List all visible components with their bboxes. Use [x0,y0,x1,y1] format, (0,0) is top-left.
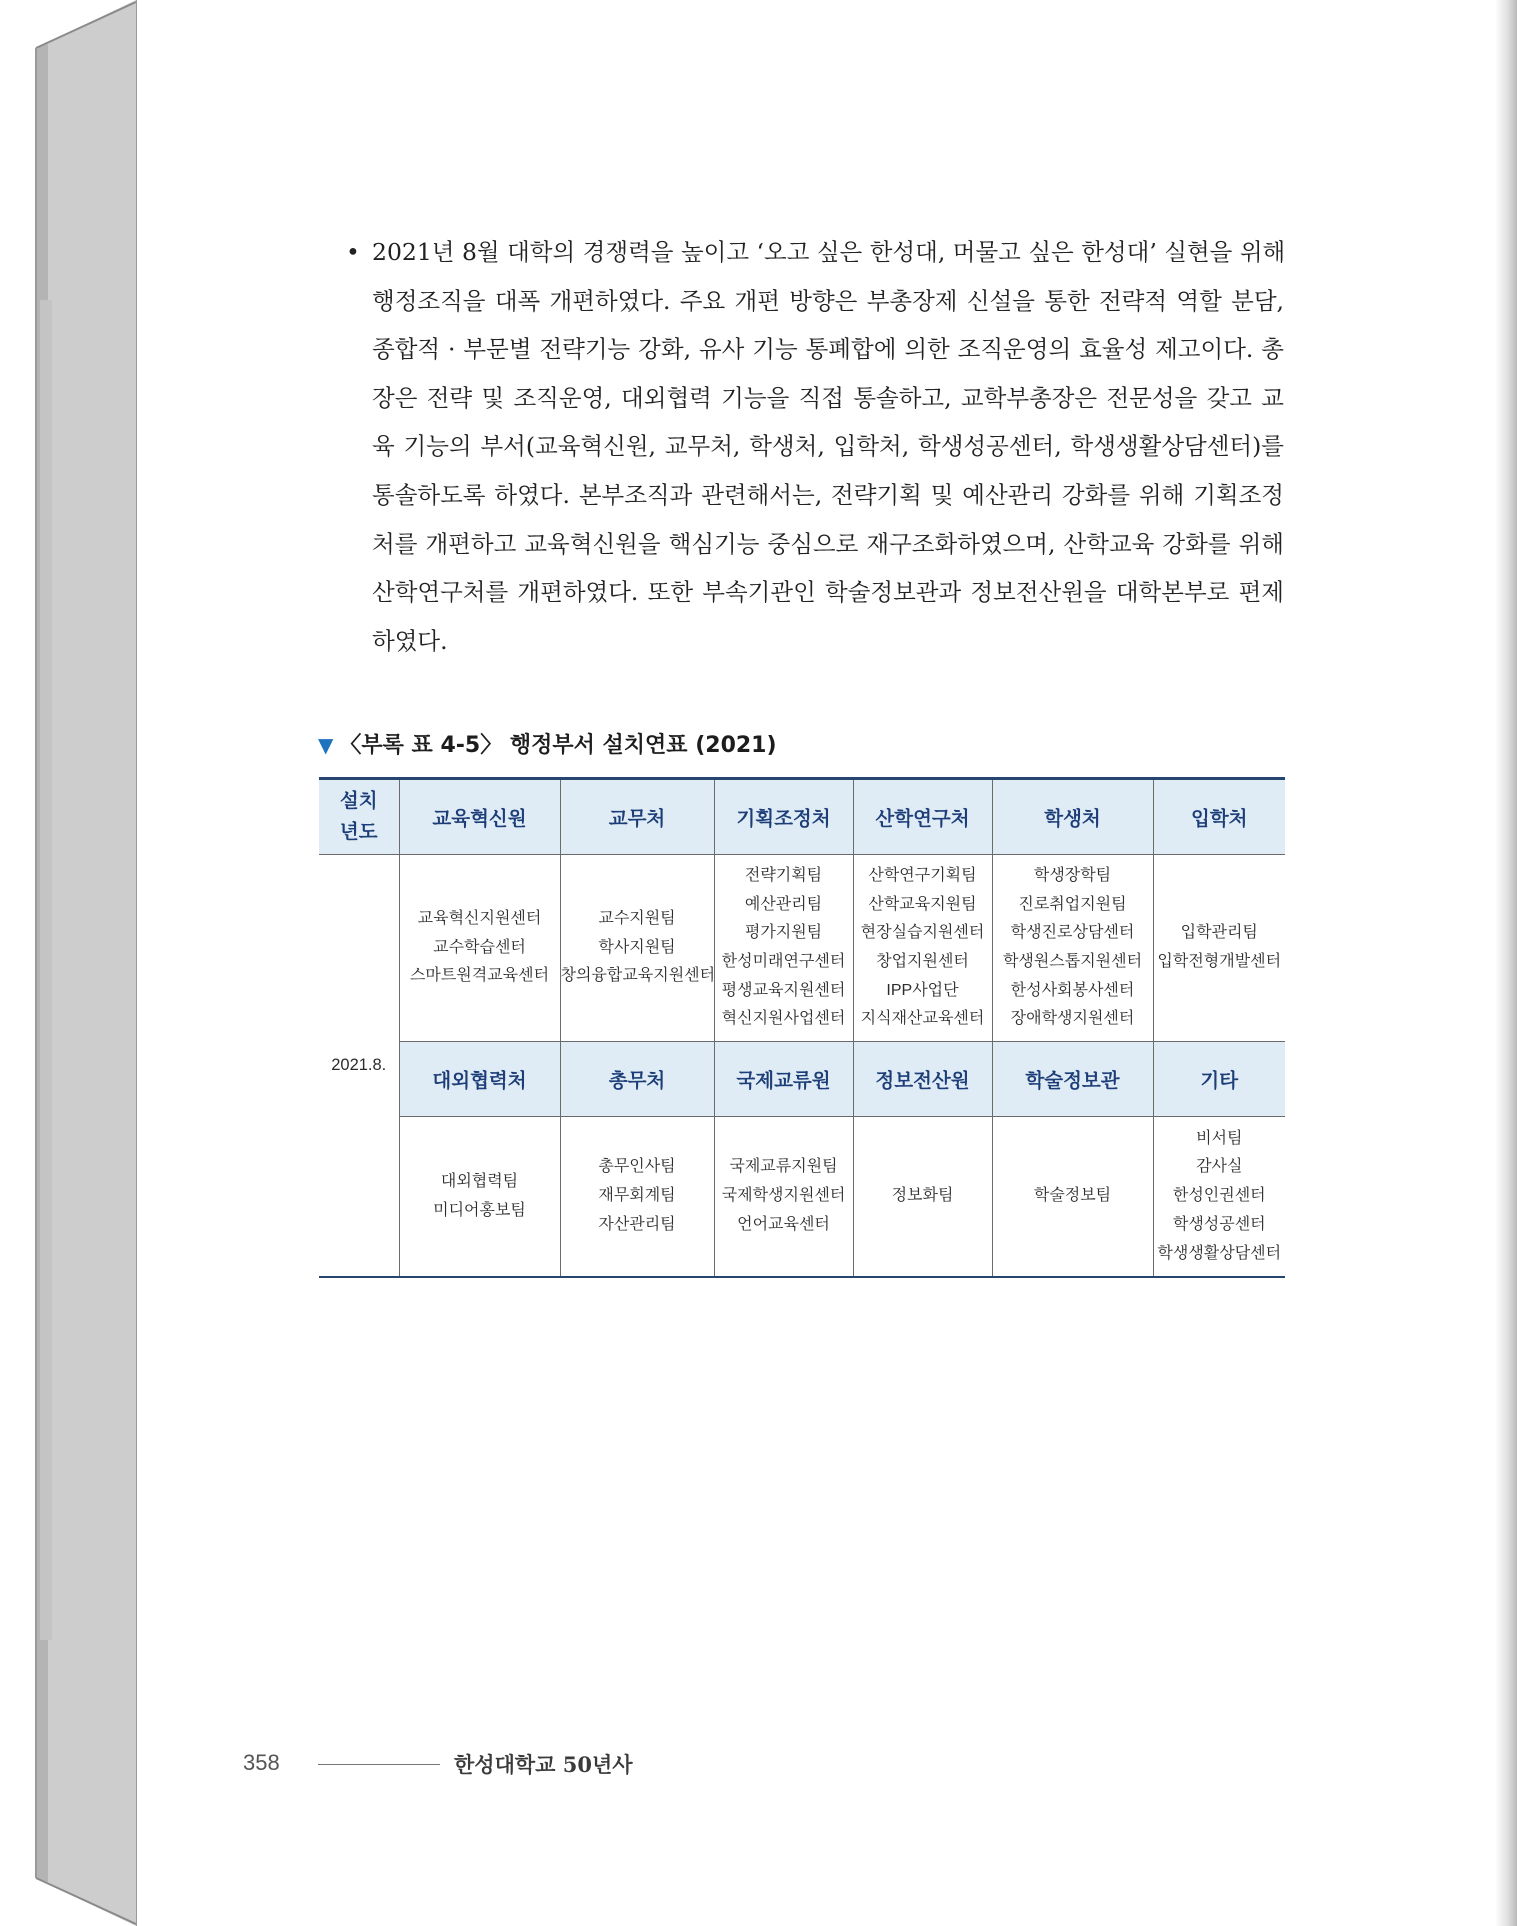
page-number: 358 [243,1750,280,1775]
unit-name: 정보화팀 [891,1187,954,1205]
unit-list-cell [853,855,992,1042]
unit-name: 학생장학팀 [1033,866,1112,884]
year-cell: 2021.8. [319,855,399,1278]
unit-list-cell [714,1117,853,1278]
unit-list-cell [992,1117,1153,1278]
department-header: 산학연구처 [853,779,992,855]
bullet-marker: • [346,238,360,266]
unit-name: 재무회계팀 [598,1187,676,1205]
paragraph-line: 행정조직을 대폭 개편하였다. 주요 개편 방향은 부총장제 신설을 통한 전략적 역할 분담, [372,286,1284,315]
unit-list-cell [560,855,714,1042]
department-header: 정보전산원 [853,1042,992,1117]
unit-name: 대외협력팀 [440,1172,519,1190]
unit-name: 학생성공센터 [1172,1215,1266,1233]
unit-name: 전략기획팀 [744,866,823,884]
unit-name: 감사실 [1196,1158,1243,1176]
unit-name: 교수학습센터 [433,938,526,956]
department-header: 기획조정처 [714,779,853,855]
unit-name: 예산관리팀 [744,895,823,913]
paragraph-line: 하였다. [372,626,448,655]
unit-name: 창의융합교육지원센터 [560,967,716,985]
footer-rule [318,1764,440,1765]
table-row [319,1117,1285,1278]
paragraph-line: 장은 전략 및 조직운영, 대외협력 기능을 직접 통솔하고, 교학부총장은 전문성을 갖고 교 [372,383,1284,412]
unit-name: 평생교육지원센터 [721,981,846,999]
unit-list-cell [853,1117,992,1278]
unit-list-cell [1153,1117,1285,1278]
paragraph-line: 육 기능의 부서(교육혁신원, 교무처, 학생처, 입학처, 학생성공센터, 학생생활상담센터)를 [372,432,1284,461]
unit-name: 자산관리팀 [598,1215,676,1233]
department-header: 대외협력처 [399,1042,560,1117]
unit-name: 국제교류지원팀 [729,1158,838,1176]
unit-name: 한성인권센터 [1172,1187,1266,1205]
paragraph-line: 산학연구처를 개편하였다. 또한 부속기관인 학술정보관과 정보전산원을 대학본부로 편제 [372,578,1284,607]
unit-list-cell [560,1117,714,1278]
unit-name: 한성사회봉사센터 [1010,981,1135,999]
unit-list-cell [992,855,1153,1042]
department-header: 국제교류원 [714,1042,853,1117]
page-edge-shadow [1495,0,1517,1926]
unit-name: 창업지원센터 [876,953,969,970]
table-row [319,855,1285,1042]
department-header: 교육혁신원 [399,779,560,855]
department-header: 기타 [1153,1042,1285,1117]
unit-name: 학생진로상담센터 [1010,924,1135,942]
unit-name: 스마트원격교육센터 [409,967,550,985]
unit-name: 입학전형개발센터 [1157,953,1282,970]
body-paragraph [346,228,1284,665]
paragraph-line: 2021년 8월 대학의 경쟁력을 높이고 ‘오고 싶은 한성대, 머물고 싶은 한성대’ 실현을 위해 [372,238,1286,266]
unit-name: 학생원스톱지원센터 [1002,953,1143,970]
unit-name: 국제학생지원센터 [721,1187,846,1205]
unit-name: 학술정보팀 [1033,1187,1112,1205]
unit-name: 산학연구기획팀 [868,866,977,884]
unit-name: IPP사업단 [886,981,959,999]
unit-name: 입학관리팀 [1180,924,1258,942]
unit-name: 현장실습지원센터 [860,924,985,942]
unit-name: 진로취업지원팀 [1018,895,1127,913]
unit-name: 미디어홍보팀 [433,1201,526,1219]
year-column-header [319,779,399,855]
unit-name: 산학교육지원팀 [868,895,977,913]
year-header-line: 설치 [339,790,378,812]
paragraph-line: 종합적 · 부문별 전략기능 강화, 유사 기능 통폐합에 의한 조직운영의 효율성 제고이다. 총 [372,335,1284,364]
unit-name: 학사지원팀 [598,938,676,956]
unit-name: 한성미래연구센터 [721,953,846,970]
unit-name: 장애학생지원센터 [1010,1010,1135,1028]
unit-list-cell [399,1117,560,1278]
unit-list-cell [1153,855,1285,1042]
department-header: 입학처 [1153,779,1285,855]
unit-list-cell [399,855,560,1042]
unit-name: 혁신지원사업센터 [721,1010,846,1028]
unit-name: 평가지원팀 [744,924,823,942]
triangle-down-icon: ▼ [318,733,334,757]
unit-name: 교수지원팀 [598,909,676,927]
department-header: 총무처 [560,1042,714,1117]
book-edge [0,0,140,1926]
table-caption-text: 〈부록 표 4-5〉 행정부서 설치연표 (2021) [339,733,777,758]
department-table [319,777,1285,1278]
department-header: 교무처 [560,779,714,855]
paragraph-line: 통솔하도록 하였다. 본부조직과 관련해서는, 전략기획 및 예산관리 강화를 위해 기획조정 [372,480,1284,509]
unit-name: 비서팀 [1196,1129,1243,1147]
department-header: 학술정보관 [992,1042,1153,1117]
unit-list-cell [714,855,853,1042]
year-header-line: 년도 [339,821,378,843]
unit-name: 지식재산교육센터 [860,1010,985,1028]
table-caption [318,728,777,759]
unit-name: 언어교육센터 [737,1215,830,1233]
unit-name: 총무인사팀 [598,1158,676,1176]
table-header-row [319,779,1285,855]
department-header: 학생처 [992,779,1153,855]
unit-name: 교육혁신지원센터 [417,909,542,927]
running-footer-title: 한성대학교 50년사 [454,1752,633,1777]
table-header-row [319,1042,1285,1117]
paragraph-line: 처를 개편하고 교육혁신원을 핵심기능 중심으로 재구조화하였으며, 산학교육 강화를 위해 [372,529,1284,558]
unit-name: 학생생활상담센터 [1157,1244,1282,1262]
